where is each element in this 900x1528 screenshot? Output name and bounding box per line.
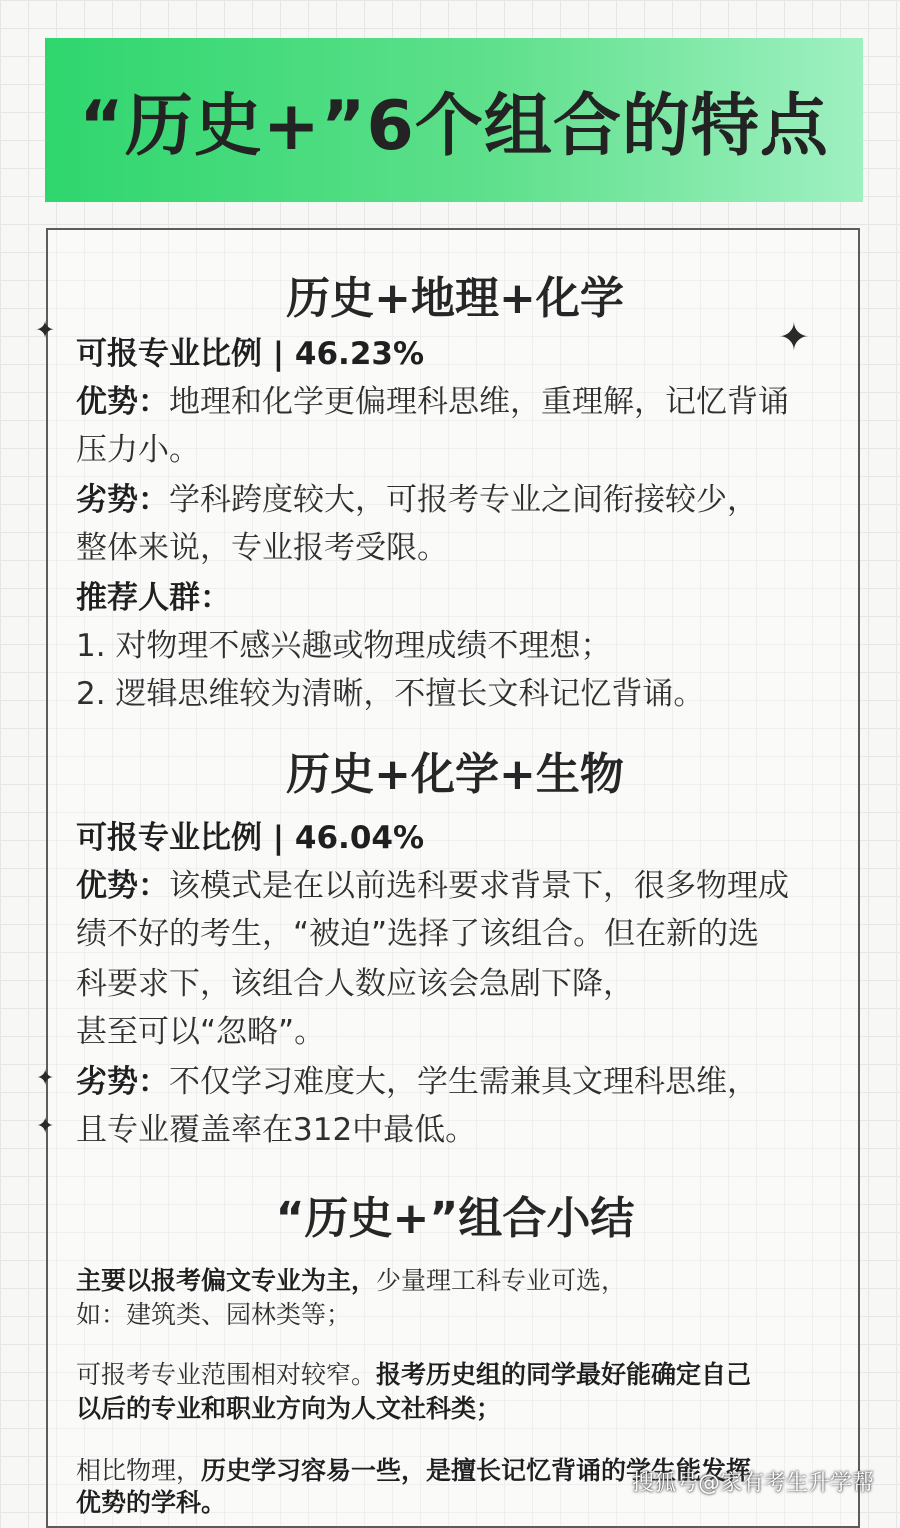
advantage-text: 该模式是在以前选科要求背景下，很多物理成 bbox=[169, 868, 789, 904]
advantage-label: 优势： bbox=[76, 868, 169, 904]
recommend-item: 2. 逻辑思维较为清晰，不擅长文科记忆背诵。 bbox=[76, 676, 705, 712]
disadvantage-label: 劣势： bbox=[76, 1064, 169, 1100]
recommend-label: 推荐人群： bbox=[76, 580, 231, 616]
advantage-text: 甚至可以“忽略”。 bbox=[76, 1014, 326, 1050]
summary-title: “历史+”组合小结 bbox=[275, 1193, 635, 1244]
summary-paragraph bbox=[76, 1264, 626, 1298]
disadvantage-label: 劣势： bbox=[76, 482, 169, 518]
advantage-line bbox=[76, 866, 789, 906]
summary-text: 如：建筑类、园林类等； bbox=[76, 1300, 352, 1329]
advantage-text: 科要求下，该组合人数应该会急剧下降， bbox=[76, 966, 634, 1002]
advantage-label: 优势： bbox=[76, 384, 169, 420]
summary-text: 可报考专业范围相对较窄。 bbox=[76, 1360, 377, 1389]
summary-text: 相比物理， bbox=[76, 1456, 202, 1485]
summary-bold-text: 主要以报考偏文专业为主， bbox=[76, 1266, 377, 1295]
disadvantage-text: 整体来说，专业报考受限。 bbox=[76, 530, 448, 566]
disadvantage-line bbox=[76, 480, 758, 520]
advantage-text: 压力小。 bbox=[76, 432, 200, 468]
disadvantage-text: 不仅学习难度大，学生需兼具文理科思维， bbox=[169, 1064, 758, 1100]
disadvantage-line bbox=[76, 1062, 758, 1102]
page-title: “历史+”6个组合的特点 bbox=[79, 86, 829, 166]
watermark: 搜狐号@家有考生升学帮 bbox=[631, 1471, 874, 1496]
advantage-text: 地理和化学更偏理科思维，重理解，记忆背诵 bbox=[169, 384, 789, 420]
ratio-label: 可报专业比例 | 46.23% bbox=[76, 336, 425, 372]
title-banner bbox=[45, 38, 863, 202]
recommend-item: 1. 对物理不感兴趣或物理成绩不理想； bbox=[76, 628, 612, 664]
advantage-line bbox=[76, 382, 789, 422]
sparkle-icon: ✦ bbox=[36, 1066, 55, 1091]
sparkle-icon: ✦ bbox=[35, 316, 56, 344]
summary-paragraph bbox=[76, 1358, 751, 1392]
ratio-label: 可报专业比例 | 46.04% bbox=[76, 820, 425, 856]
summary-bold-text: 优势的学科。 bbox=[76, 1488, 227, 1517]
summary-text: 少量理工科专业可选， bbox=[376, 1266, 627, 1295]
content-card bbox=[46, 228, 860, 1528]
summary-bold-text: 以后的专业和职业方向为人文社科类； bbox=[76, 1394, 502, 1423]
section-title: 历史+地理+化学 bbox=[286, 273, 624, 324]
sparkle-icon: ✦ bbox=[36, 1114, 55, 1139]
section-title: 历史+化学+生物 bbox=[286, 749, 624, 800]
advantage-text: 绩不好的考生，“被迫”选择了该组合。但在新的选 bbox=[76, 916, 760, 952]
summary-bold-text: 历史学习容易一些，是擅长记忆背诵的学生能发挥 bbox=[201, 1456, 752, 1485]
disadvantage-text: 学科跨度较大，可报考专业之间衔接较少， bbox=[169, 482, 758, 518]
disadvantage-text: 且专业覆盖率在312中最低。 bbox=[76, 1112, 477, 1148]
summary-bold-text: 报考历史组的同学最好能确定自己 bbox=[376, 1360, 752, 1389]
sparkle-icon: ✦ bbox=[778, 315, 810, 359]
